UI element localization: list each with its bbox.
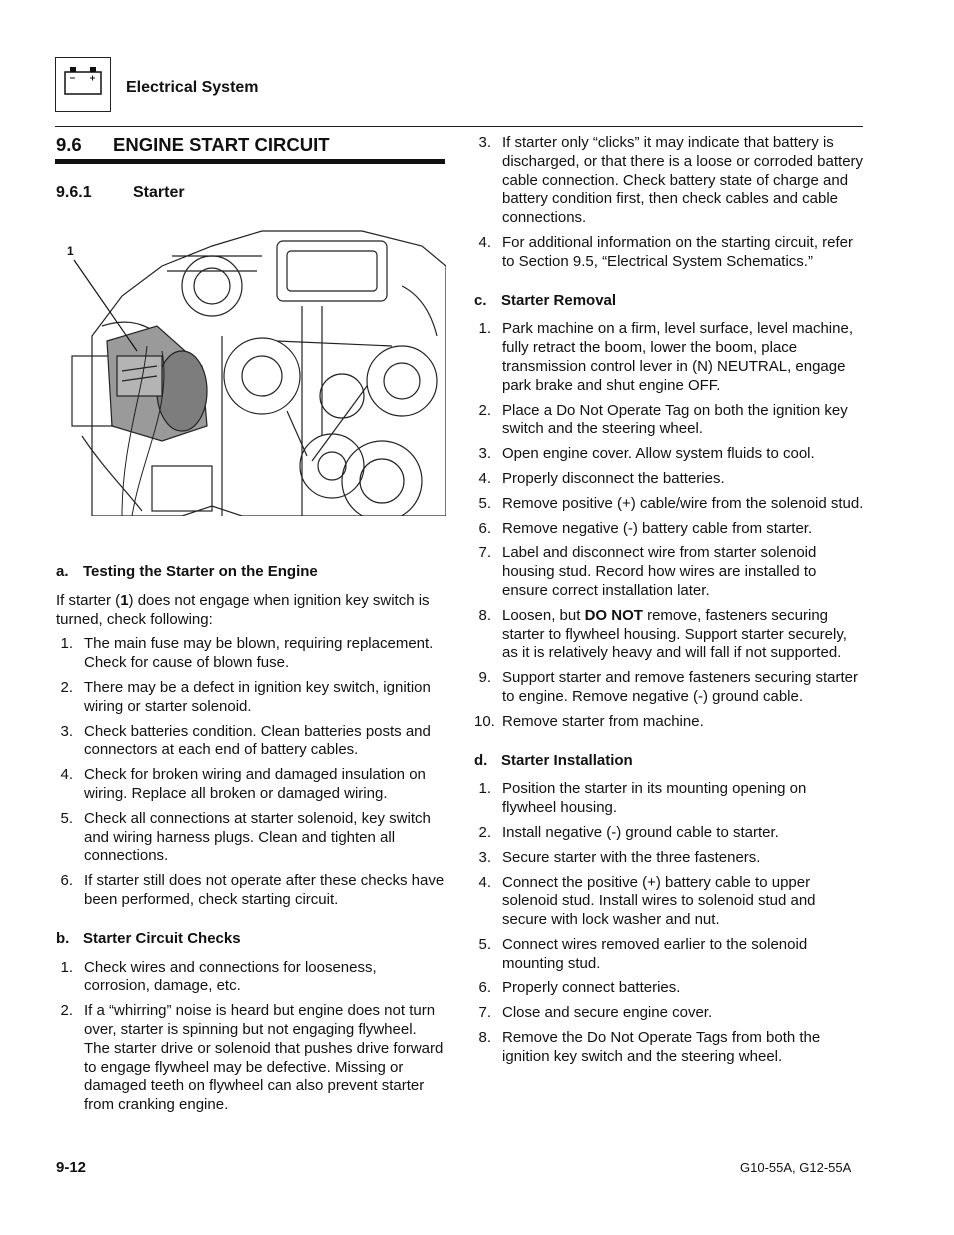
item-text: Remove negative (-) battery cable from starter. [502,519,813,537]
list-item [474,134,864,228]
list-item [474,234,864,272]
installation-list [474,780,864,1066]
list-item [474,874,864,930]
item-number: 7. [478,1004,491,1022]
item-text: Support starter and remove fasteners securing starter to engine. Remove negative (-) ground cable. [502,669,859,705]
item-number: 6. [478,979,491,997]
testing-list [56,635,446,909]
engine-starter-illustration [62,226,446,516]
item-number: 6. [478,519,491,537]
page-number: 9-12 [56,1159,87,1176]
item-text: Install negative (-) ground cable to starter. [502,823,779,841]
item-text: Label and disconnect wire from starter solenoid housing stud. Record how wires are installed to ensure correct installation later. [502,544,817,599]
testing-heading-text: Testing the Starter on the Engine [83,563,318,580]
list-item [56,810,446,866]
item-text-pre: Loosen, but [502,606,585,624]
removal-heading-text: Starter Removal [501,291,617,309]
item-number: 1. [478,320,491,338]
item-text: Place a Do Not Operate Tag on both the ignition key switch and the steering wheel. [502,401,848,438]
battery-icon [56,58,110,111]
testing-heading [56,563,446,582]
item-text: Check for broken wiring and damaged insulation on wiring. Replace all broken or damaged wiring. [84,766,426,802]
item-number: 3. [478,134,491,151]
removal-list [474,320,864,731]
item-text: Remove starter from machine. [502,712,704,730]
testing-intro-after: ) does not engage when ignition key switch is turned, check following: [56,591,430,628]
battery-icon-box [55,57,111,112]
item-text: Remove the Do Not Operate Tags from both the ignition key switch and the steering wheel. [502,1029,821,1065]
item-text: If a “whirring” noise is heard but engine does not turn over, starter is spinning but not engaging flywheel. The starter drive or solenoid that pushes drive forward to engage flywheel may be defective. Missing or damaged teeth on flywheel can also prevent starter from cranking engine. [84,1002,444,1114]
item-number: 10. [474,712,495,730]
item-text: Connect the positive (+) battery cable to upper solenoid stud. Install wires to solenoid stud and secure with lock washer and nut. [502,873,816,929]
list-item [474,1004,864,1023]
list-item [56,679,446,717]
item-text-bold: DO NOT [584,606,643,624]
item-text: Remove positive (+) cable/wire from the solenoid stud. [502,494,864,512]
item-number: 3. [478,445,491,463]
item-number: 4. [60,766,73,784]
item-number: 8. [478,606,491,624]
list-item [474,402,864,440]
installation-heading [474,752,864,771]
item-number: 4. [478,873,491,891]
item-text: Check all connections at starter solenoid, key switch and wiring harness plugs. Clean and tighten all connections. [84,809,431,865]
item-text: Secure starter with the three fasteners. [502,848,761,866]
subsection-title [56,184,185,202]
item-text: remove, fasteners securing starter to flywheel housing. Support starter securely, as it is relatively heavy and will fall if not supported. [502,606,847,662]
model-numbers: G10-55A, G12-55A [740,1160,852,1175]
item-number: 5. [478,935,491,953]
list-item [474,713,864,732]
removal-heading [474,292,864,311]
item-text: Check batteries condition. Clean batteries posts and connectors at each end of battery cables. [84,722,431,759]
list-item [474,979,864,998]
item-number: 1. [478,780,491,798]
list-item [474,1029,864,1067]
list-item [474,544,864,600]
item-number: 4. [478,233,491,251]
item-text: Connect wires removed earlier to the solenoid mounting stud. [502,935,808,972]
list-item [474,320,864,395]
item-text: Position the starter in its mounting opening on flywheel housing. [502,780,807,817]
header-title: Electrical System [126,79,259,96]
figure-callout-1: 1 [67,244,74,258]
list-item [56,766,446,804]
item-number: 1. [60,958,73,976]
item-number: 9. [478,669,491,687]
list-item [474,470,864,489]
list-item [56,635,446,673]
item-text: For additional information on the starting circuit, refer to Section 9.5, “Electrical System Schematics.” [502,233,853,270]
list-item [56,1002,446,1115]
testing-intro-before: If starter ( [56,591,121,609]
testing-letter: a. [56,563,69,580]
section-rule [55,159,445,164]
section-title [56,134,330,156]
circuit-checks-list-continued [474,134,864,272]
right-column [474,134,864,1073]
testing-intro [56,592,446,630]
item-number: 8. [478,1029,491,1047]
subsection-number: 9.6.1 [56,184,92,201]
item-number: 3. [60,722,73,740]
list-item [474,849,864,868]
circuit-checks-list [56,959,446,1115]
item-text: Properly disconnect the batteries. [502,469,725,487]
installation-heading-text: Starter Installation [501,751,633,769]
item-text: Check wires and connections for looseness, corrosion, damage, etc. [84,958,377,995]
circuit-checks-heading-text: Starter Circuit Checks [83,929,241,947]
item-number: 2. [478,401,491,419]
item-number: 7. [478,544,491,562]
item-number: 3. [478,848,491,866]
list-item [474,495,864,514]
subsection-title-text: Starter [133,184,185,201]
item-number: 1. [60,635,73,653]
item-text: If starter only “clicks” it may indicate that battery is discharged, or that there is a loose or corroded battery cable connection. Check battery state of charge and battery condition first, then check cables and cable connections. [502,134,864,227]
list-item [56,723,446,761]
header-divider [55,126,863,127]
circuit-checks-letter: b. [56,929,70,947]
item-number: 6. [60,872,73,890]
list-item [474,445,864,464]
list-item [56,959,446,997]
list-item [474,520,864,539]
item-number: 2. [60,1002,73,1020]
list-item [56,872,446,910]
section-title-text: ENGINE START CIRCUIT [113,134,330,155]
installation-letter: d. [474,751,488,769]
removal-letter: c. [474,291,487,309]
testing-intro-bold: 1 [120,591,129,609]
item-text: There may be a defect in ignition key switch, ignition wiring or starter solenoid. [84,678,431,715]
list-item [474,607,864,663]
item-number: 2. [60,678,73,696]
left-column [56,563,446,1121]
list-item [474,824,864,843]
section-number: 9.6 [56,134,82,155]
item-text: Park machine on a firm, level surface, level machine, fully retract the boom, lower the boom, place transmission control lever in (N) NEUTRAL, engage park brake and shut engine OFF. [502,320,853,394]
list-item [474,669,864,707]
item-text: Properly connect batteries. [502,979,681,997]
circuit-checks-heading [56,930,446,949]
item-text: If starter still does not operate after these checks have been performed, check starting circuit. [84,872,445,908]
item-number: 5. [478,494,491,512]
list-item [474,936,864,974]
item-text: Open engine cover. Allow system fluids to cool. [502,445,815,463]
item-text: Close and secure engine cover. [502,1004,713,1022]
item-number: 4. [478,469,491,487]
item-text: The main fuse may be blown, requiring replacement. Check for cause of blown fuse. [84,635,434,672]
list-item [474,780,864,818]
item-number: 2. [478,823,491,841]
item-number: 5. [60,809,73,827]
